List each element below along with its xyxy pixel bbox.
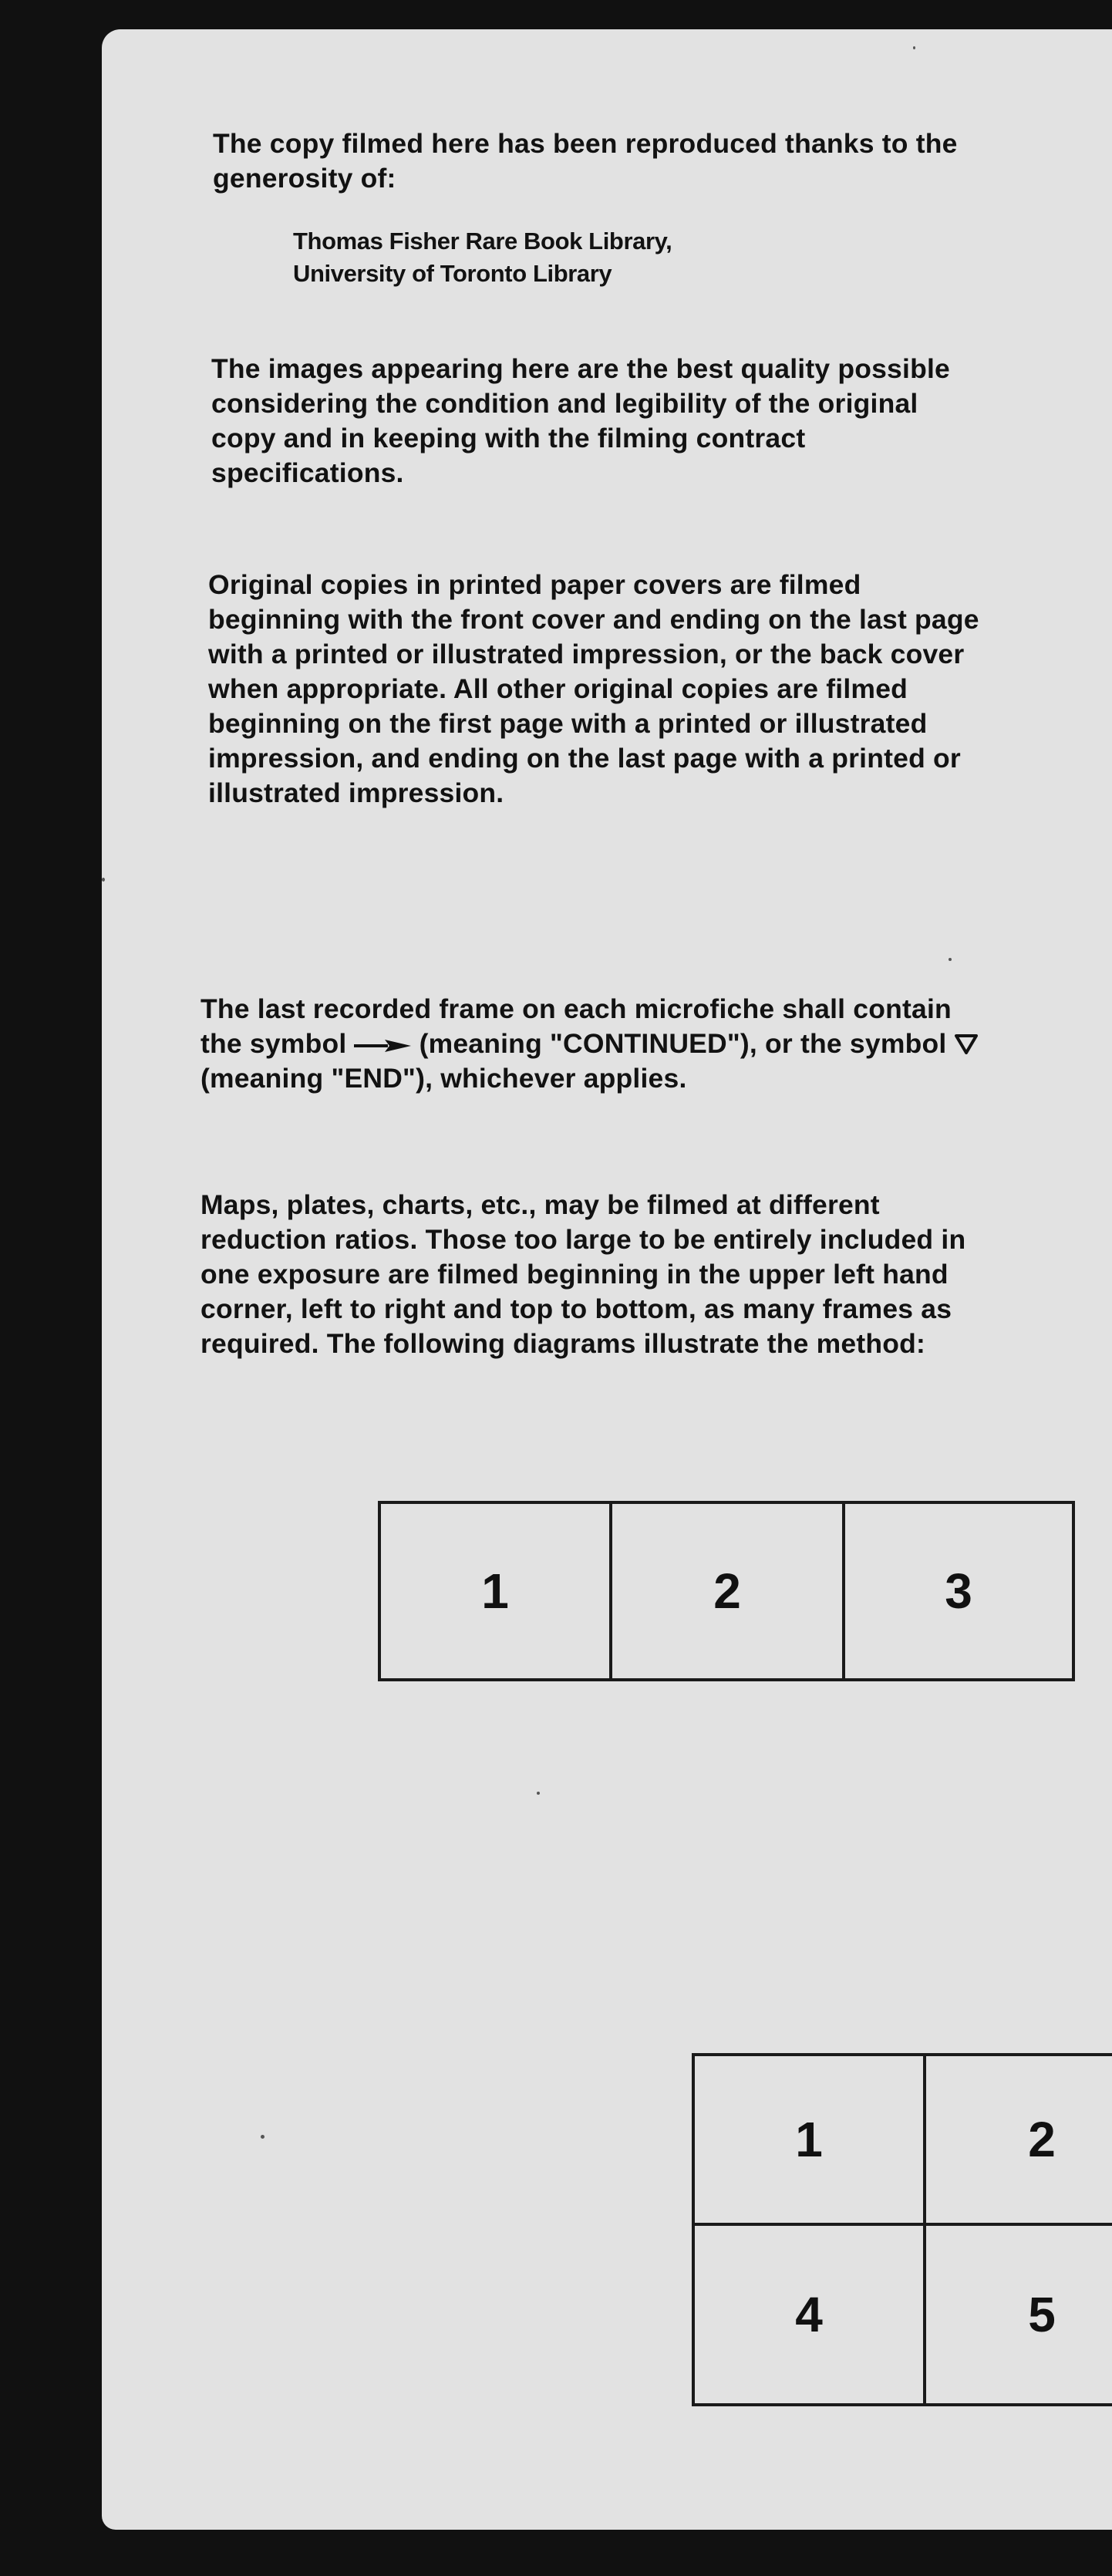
frame-cell: 1 <box>481 1563 509 1619</box>
frame-cell: 1 <box>695 2056 926 2226</box>
maps-statement: Maps, plates, charts, etc., may be filmed at different reduction ratios. Those too large to be entirely included in one exposure are filmed beginning in the upper left hand corner, left to right and top to bottom, as many frames as required. The following diagrams illustrate the method: <box>200 1189 966 1359</box>
dust-speck <box>537 1792 540 1795</box>
library-name-line-1: Thomas Fisher Rare Book Library, <box>293 228 672 255</box>
frame-cell: 5 <box>1028 2287 1056 2342</box>
end-meaning-text: (meaning "END"), whichever applies. <box>200 1063 687 1094</box>
dust-speck <box>102 878 105 882</box>
quality-statement: The images appearing here are the best quality possible considering the condition and legibility of the original copy and in keeping with the filming contract specifications. <box>211 353 950 488</box>
dust-speck <box>949 958 952 961</box>
frame-cell: 4 <box>695 2226 926 2403</box>
dust-speck <box>913 46 915 49</box>
three-frame-diagram <box>378 1501 1075 1681</box>
symbols-statement <box>200 992 979 1096</box>
arrow-right-icon <box>354 1040 411 1052</box>
frame-cell: 2 <box>926 2056 1112 2226</box>
original-copies-statement: Original copies in printed paper covers are filmed beginning with the front cover and ending on the last page with a printed or illustrated impression, or the back cover when appropriate. All other original copies are filmed beginning on the first page with a printed or illustrated impression, and ending on the last page with a printed or illustrated impression. <box>208 569 979 808</box>
frame-cell: 2 <box>609 1504 842 1678</box>
grid-frame-diagram <box>692 2053 1112 2406</box>
down-triangle-icon <box>955 1034 978 1054</box>
symbols-text-part-1: The last recorded frame on each microfiche shall contain the symbol <box>200 993 952 1059</box>
frame-cell: 3 <box>842 1504 1072 1678</box>
library-name-line-2: University of Toronto Library <box>293 260 612 287</box>
dust-speck <box>261 2135 265 2139</box>
continued-meaning-text: (meaning "CONTINUED"), or the symbol <box>419 1028 947 1059</box>
intro-text: The copy filmed here has been reproduced thanks to the generosity of: <box>213 128 958 194</box>
microfiche-target-sheet <box>102 29 1112 2530</box>
library-credit <box>293 225 833 290</box>
